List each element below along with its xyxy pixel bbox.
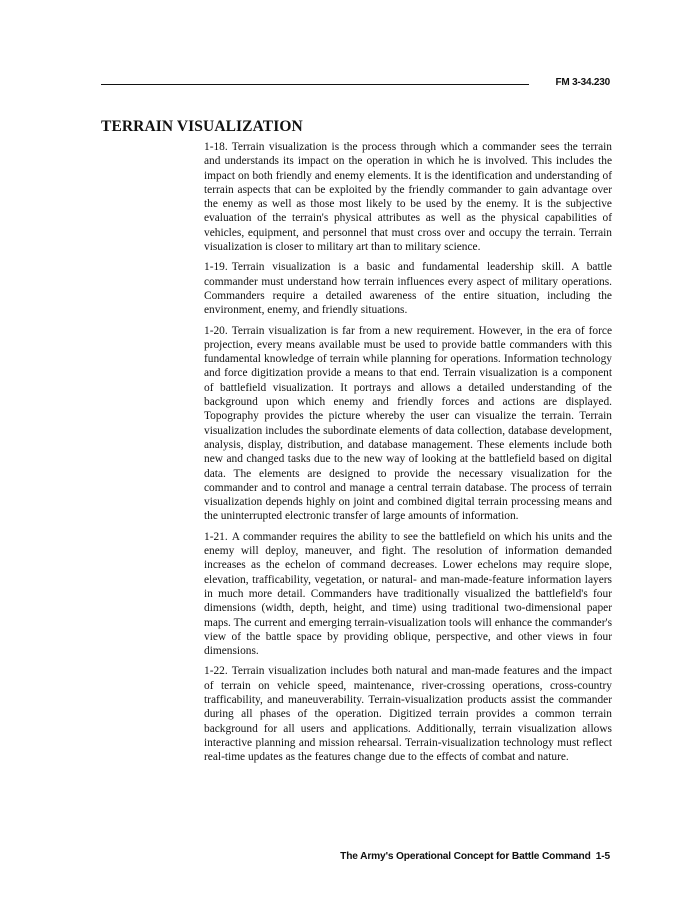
page-footer — [250, 851, 610, 862]
body-text — [204, 140, 612, 770]
paragraph-text: Terrain visualization is a basic and fundamental leadership skill. A battle commander must understand how terrain influences every aspect of military operations. Commanders require a detailed awareness of the entire situation, including the environment, enemy, and friendly situations. — [204, 261, 612, 317]
paragraph-1-21 — [204, 530, 612, 659]
header-rule — [101, 84, 529, 85]
footer-title: The Army's Operational Concept for Battle Command — [340, 851, 591, 862]
paragraph-number: 1-20. — [204, 324, 228, 337]
document-id: FM 3-34.230 — [555, 77, 610, 88]
paragraph-number: 1-18. — [204, 141, 228, 153]
paragraph-1-20 — [204, 324, 612, 524]
paragraph-text: Terrain visualization includes both natural and man-made features and the impact of terrain on vehicle speed, maintenance, river-crossing operations, cross-country trafficability, and maneuverability. Terrain-visualization products assist the commander during all phases of the operation. Digitized terrain provides a common terrain background for all users and applications. Additionally, terrain visualization allows interactive planning and mission rehearsal. Terrain-visualization technology must reflect real-time updates as the features change due to the effects of combat and nature. — [204, 665, 612, 764]
paragraph-number: 1-22. — [204, 665, 228, 678]
section-title: TERRAIN VISUALIZATION — [101, 118, 303, 135]
paragraph-1-22 — [204, 664, 612, 764]
paragraph-text: Terrain visualization is the process through which a commander sees the terrain and understands its impact on the operation in which he is involved. This includes the impact on both friendly and enemy elements. It is the identification and understanding of terrain aspects that can be exploited by the friendly commander to gain advantage over the enemy as well as those most likely to be used by the enemy. It is the subjective evaluation of the terrain's physical attributes as well as the physical capabilities of vehicles, equipment, and personnel that must cross over and occupy the terrain. Terrain visualization is closer to military art than to military science. — [204, 141, 612, 254]
paragraph-number: 1-19. — [204, 261, 228, 274]
paragraph-number: 1-21. — [204, 530, 228, 543]
paragraph-1-18 — [204, 140, 612, 254]
page-number: 1-5 — [595, 851, 610, 862]
paragraph-text: A commander requires the ability to see the battlefield on which his units and the enemy will deploy, maneuver, and fight. The resolution of information demanded increases as the echelon of command decreases. Lower echelons may require slope, elevation, trafficability, vegetation, or natural- and man-made-feature information layers in much more detail. Commanders have traditionally visualized the battlefield's four dimensions (width, depth, height, and time) using traditional two-dimensional paper maps. The current and emerging terrain-visualization tools will enhance the commander's view of the battle space by providing oblique, perspective, and other views in four dimensions. — [204, 530, 612, 658]
paragraph-text: Terrain visualization is far from a new requirement. However, in the era of force projection, every means available must be used to provide battle commanders with this fundamental knowledge of terrain while planning for operations. Information technology and force digitization provide a means to that end. Terrain visualization is a component of battlefield visualization. It portrays and allows a detailed understanding of the background upon which enemy and friendly forces and actions are displayed. Topography provides the picture whereby the user can visualize the terrain. Terrain visualization includes the subordinate elements of data collection, database development, analysis, display, distribution, and database management. These elements include both new and changed tasks due to the new way of looking at the battlefield based on digital data. The elements are designed to provide the necessary visualization for the commander and to control and manage a central terrain database. The process of terrain visualization depends highly on joint and combined digital terrain processing means and the uninterrupted electronic transfer of large amounts of information. — [204, 324, 612, 523]
paragraph-1-19 — [204, 260, 612, 317]
